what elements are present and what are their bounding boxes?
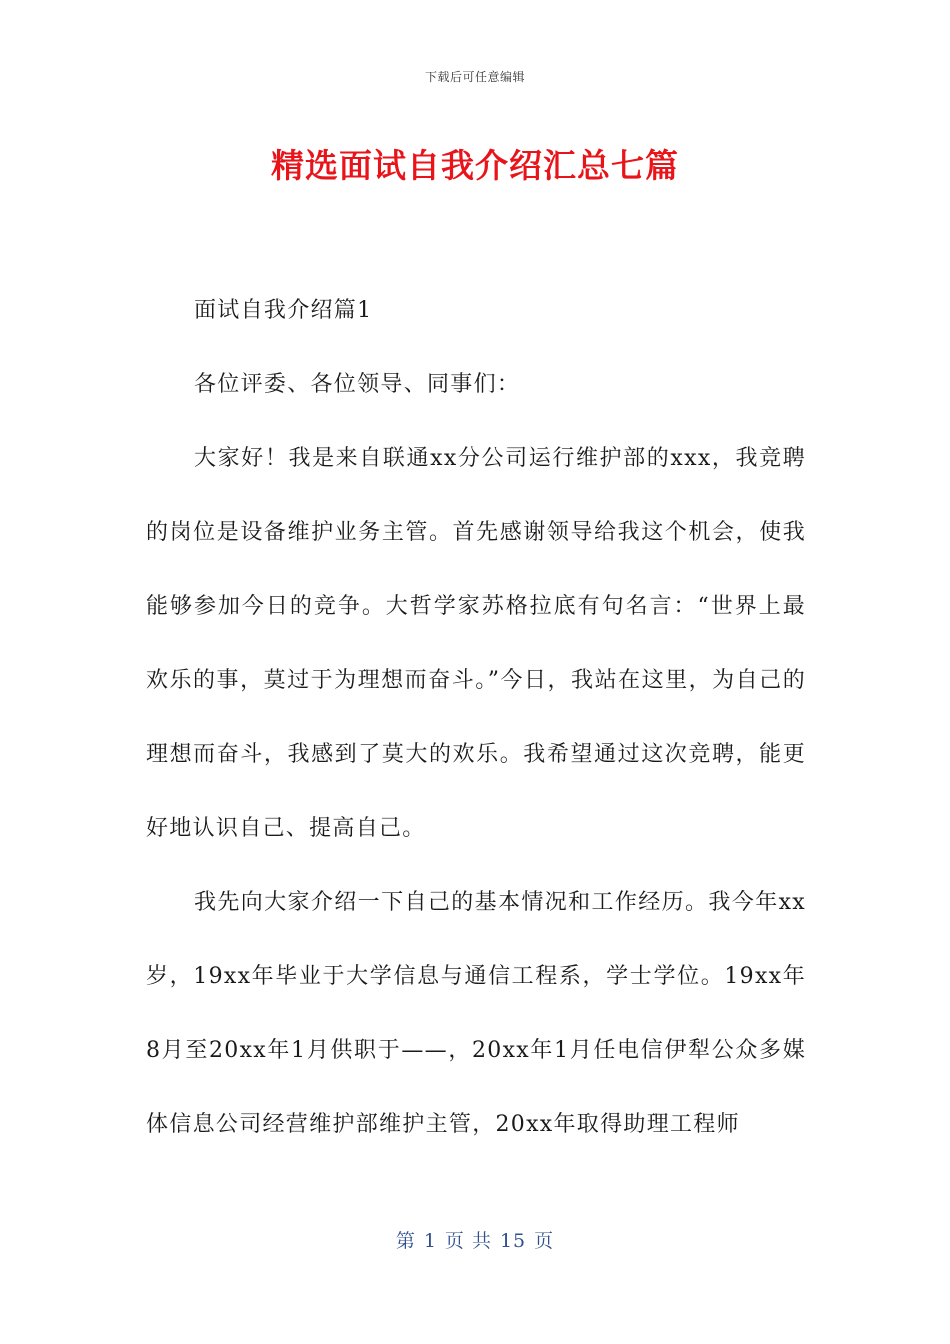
document-title: 精选面试自我介绍汇总七篇 xyxy=(271,146,679,185)
footer-suffix: 页 xyxy=(534,1230,555,1252)
header-note: 下载后可任意编辑 xyxy=(424,70,525,84)
footer-prefix: 第 xyxy=(395,1230,416,1252)
current-page-number: 1 xyxy=(423,1230,437,1252)
footer-middle: 页 共 xyxy=(444,1230,492,1252)
paragraph: 我先向大家介绍一下自己的基本情况和工作经历。我今年xx岁，19xx年毕业于大学信息与通信工程系，学士学位。19xx年8月至20xx年1月供职于——，20xx年1月任电信伊犁公众多媒体信息公司经营维护部维护主管，20xx年取得助理工程师 xyxy=(146,890,806,1137)
total-page-count: 15 xyxy=(499,1230,527,1252)
paragraph: 大家好！我是来自联通xx分公司运行维护部的xxx，我竞聘的岗位是设备维护业务主管。首先感谢领导给我这个机会，使我能够参加今日的竞争。大哲学家苏格拉底有句名言：“世界上最欢乐的事，莫过于为理想而奋斗。”今日，我站在这里，为自己的理想而奋斗，我感到了莫大的欢乐。我希望通过这次竞聘，能更好地认识自己、提高自己。 xyxy=(146,446,806,841)
page-number-footer xyxy=(0,1226,950,1253)
salutation: 各位评委、各位领导、同事们： xyxy=(194,372,521,397)
section-heading: 面试自我介绍篇1 xyxy=(194,298,373,323)
document-body xyxy=(146,274,806,1162)
